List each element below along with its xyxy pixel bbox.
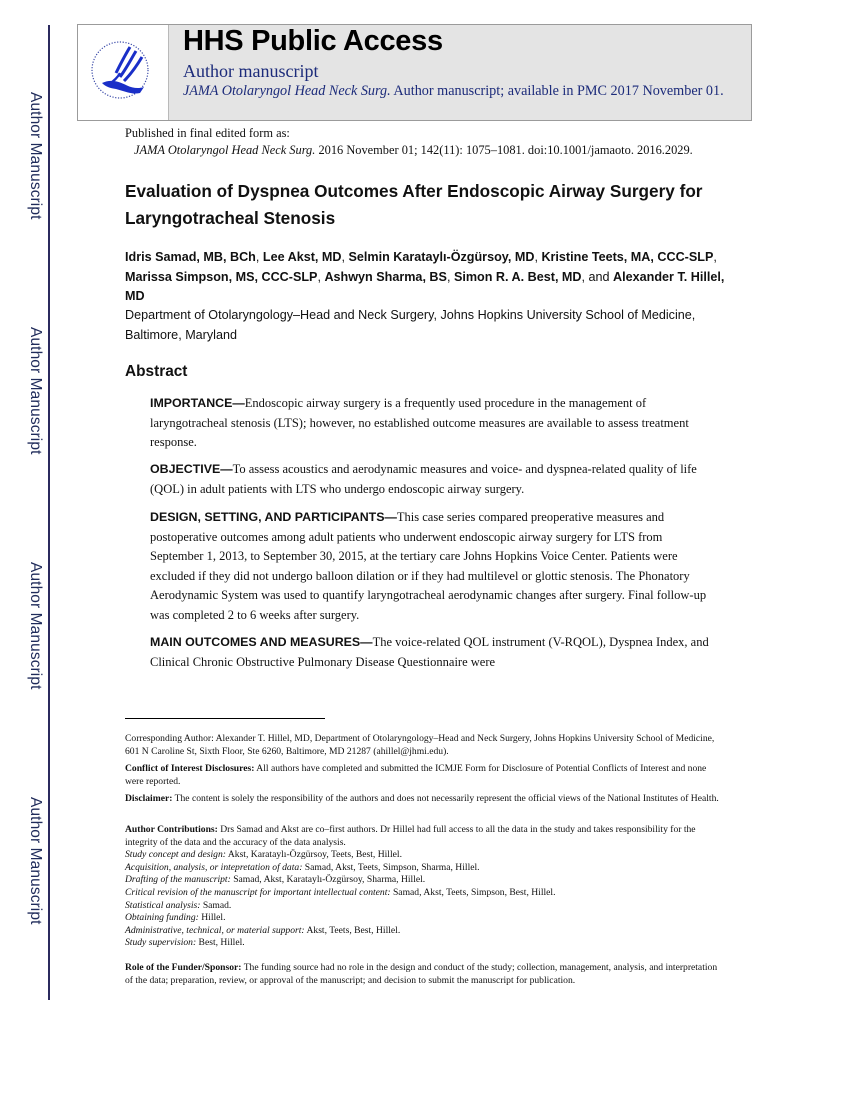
author-manuscript-side-label — [26, 327, 44, 467]
author-degrees: , MS, CCC-SLP — [228, 269, 318, 284]
banner-subtitle: Author manuscript — [183, 61, 319, 81]
author-name: Lee Akst — [262, 250, 315, 264]
section-label: IMPORTANCE— — [150, 396, 245, 410]
logo-cell — [78, 25, 169, 120]
author-manuscript-side-label — [26, 562, 44, 702]
author-manuscript-side-label — [26, 797, 44, 937]
separator: , — [713, 250, 717, 264]
margin-rule — [48, 25, 50, 1000]
hhs-eagle-seal-icon — [86, 33, 160, 111]
contribution-role: Statistical analysis: — [125, 899, 201, 911]
separator: , — [446, 269, 454, 284]
author-degrees: , MD — [314, 250, 342, 264]
author-degrees: , MD — [125, 269, 725, 303]
footnote-corresponding-author: Corresponding Author: Alexander T. Hillel, MD, Department of Otolaryngology–Head and Neck Surgery, Johns Hopkins University School of Medicine, 601 N Caroline St, Sixth Floor, Ste 6260, Baltimore, MD 21287 (ahillel@jhmi.edu). — [125, 733, 715, 757]
contribution-role: Study concept and design: — [125, 849, 226, 861]
separator: , — [534, 250, 542, 264]
abstract-importance — [150, 394, 710, 453]
author-degrees: , MD — [554, 269, 582, 284]
fn-label: Role of the Funder/Sponsor: — [125, 962, 242, 973]
author-name: Ashwyn Sharma — [324, 269, 423, 284]
fn-label: Author Contributions: — [125, 824, 218, 835]
contribution-names: Samad, Akst, Karataylı-Özgürsoy, Sharma, Hillel. — [230, 874, 426, 886]
banner-availability — [183, 82, 748, 101]
contribution-role: Study supervision: — [125, 937, 197, 949]
separator: , — [255, 250, 263, 264]
contribution-role: Acquisition, analysis, or intepretation of data: — [125, 861, 303, 873]
author-list — [125, 248, 725, 307]
contribution-role: Administrative, technical, or material support: — [125, 924, 305, 936]
availability-text: Author manuscript; available in PMC 2017 November 01. — [390, 83, 724, 99]
footnote-disclaimer — [125, 793, 725, 806]
fn-text: Drs Samad and Akst are co–first authors. Dr Hillel had full access to all the data in the study and takes responsibility for the integrity of the data and the accuracy of the data analysis. — [125, 824, 696, 848]
and-text: and — [588, 269, 614, 284]
separator: , — [341, 250, 349, 264]
author-degrees: , MA, CCC-SLP — [623, 250, 714, 264]
separator: , — [581, 269, 589, 284]
author-name: Simon R. A. Best — [453, 269, 555, 284]
fn-text: All authors have completed and submitted the ICMJE Form for Disclosure of Potential Conflicts of Interest and none were reported. — [125, 763, 707, 787]
publication-info — [125, 125, 725, 158]
author-name: Idris Samad — [125, 250, 197, 264]
hhs-public-access-banner — [77, 24, 752, 121]
contribution-names: Samad, Akst, Teets, Simpson, Best, Hillel. — [390, 886, 556, 898]
separator: , — [317, 269, 325, 284]
author-degrees: , BS — [422, 269, 447, 284]
footnote-divider — [125, 718, 325, 719]
contribution-names: Akst, Karataylı-Özgürsoy, Teets, Best, Hillel. — [225, 849, 402, 861]
section-text: Endoscopic airway surgery is a frequently used procedure in the management of laryngotracheal stenosis (LTS); however, no established outcome measures are available to assess treatment response. — [150, 396, 689, 449]
article-title: Evaluation of Dyspnea Outcomes After Endoscopic Airway Surgery for Laryngotracheal Stenosis — [125, 181, 703, 228]
fn-label: Disclaimer: — [125, 793, 173, 804]
contribution-names: Hillel. — [198, 912, 226, 924]
fn-text: The content is solely the responsibility of the authors and does not necessarily represent the official views of the National Institutes of Health. — [172, 793, 719, 804]
abstract-design — [150, 508, 710, 625]
published-label: Published in final edited form as: — [125, 126, 290, 140]
contribution-role: Critical revision of the manuscript for important intellectual content: — [125, 886, 391, 898]
section-label: DESIGN, SETTING, AND PARTICIPANTS— — [150, 510, 397, 524]
contribution-names: Akst, Teets, Best, Hillel. — [304, 924, 401, 936]
side-label-text: Author Manuscript — [27, 797, 44, 925]
footnote-funder-role — [125, 962, 725, 987]
section-text: This case series compared preoperative measures and postoperative outcomes among adult patients who underwent endoscopic airway surgery for LTS from September 1, 2013, to September 30, 2015, at the tertiary care Johns Hopkins Voice Center. Patients were excluded if they did not undergo balloon dilation or if they had multilevel or glottic stenosis. The Phonatory Aerodynamic System was used to quantify laryngotracheal aerodynamic changes after surgery. Final follow-up was completed 2 to 6 weeks after surgery. — [150, 510, 707, 622]
section-text: The voice-related QOL instrument (V-RQOL), Dyspnea Index, and Clinical Chronic Obstructive Pulmonary Disease Questionnaire were — [150, 635, 709, 669]
abstract-main-outcomes — [150, 633, 710, 672]
section-label: MAIN OUTCOMES AND MEASURES— — [150, 635, 373, 649]
side-label-text: Author Manuscript — [27, 327, 44, 455]
citation-details: 2016 November 01; 142(11): 1075–1081. doi:10.1001/jamaoto. 2016.2029. — [315, 142, 693, 157]
fn-text: The funding source had no role in the design and conduct of the study; collection, management, analysis, and interpretation of the data; preparation, review, or approval of the manuscript; and decision to submit the manuscript for publication. — [125, 962, 718, 986]
author-degrees: , MD — [507, 250, 535, 264]
footnote-contributions — [125, 824, 725, 950]
journal-name: JAMA Otolaryngol Head Neck Surg. — [183, 83, 391, 99]
banner-title: HHS Public Access — [183, 25, 443, 57]
abstract-objective — [150, 460, 710, 499]
author-name: Alexander T. Hillel — [613, 269, 721, 284]
section-text: To assess acoustics and aerodynamic measures and voice- and dyspnea-related quality of life (QOL) in adult patients with LTS who undergo endoscopic airway surgery. — [150, 462, 697, 496]
author-name: Kristine Teets — [541, 250, 624, 264]
author-degrees: , MB, BCh — [196, 250, 256, 264]
fn-label: Conflict of Interest Disclosures: — [125, 763, 255, 774]
abstract-heading: Abstract — [125, 363, 188, 380]
side-label-text: Author Manuscript — [27, 92, 44, 220]
author-name: Selmin Karataylı-Özgürsoy — [348, 250, 508, 264]
affiliation: Department of Otolaryngology–Head and Neck Surgery, Johns Hopkins University School of Medicine, Baltimore, Maryland — [125, 308, 696, 342]
contribution-names: Samad, Akst, Teets, Simpson, Sharma, Hillel. — [302, 861, 480, 873]
author-manuscript-side-label — [26, 92, 44, 232]
contribution-names: Best, Hillel. — [196, 937, 245, 949]
contribution-role: Drafting of the manuscript: — [125, 874, 231, 886]
citation-journal: JAMA Otolaryngol Head Neck Surg. — [134, 142, 316, 157]
side-label-text: Author Manuscript — [27, 562, 44, 690]
author-name: Marissa Simpson — [125, 269, 229, 284]
section-label: OBJECTIVE— — [150, 462, 233, 476]
contribution-names: Samad. — [200, 899, 232, 911]
footnote-conflict — [125, 763, 725, 788]
citation — [125, 142, 725, 159]
contribution-role: Obtaining funding: — [125, 912, 199, 924]
